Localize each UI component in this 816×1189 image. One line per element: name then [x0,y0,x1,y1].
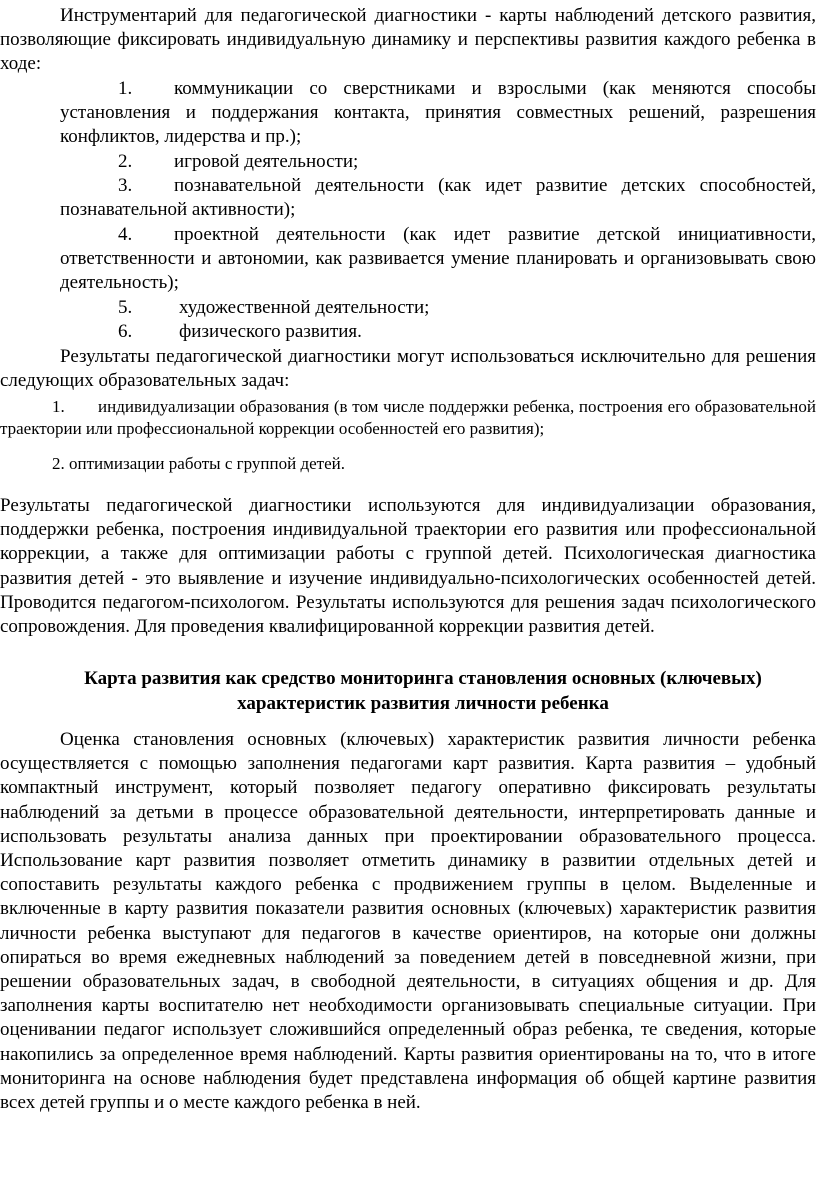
section-heading-line-2: характеристик развития личности ребенка [237,692,609,714]
results-paragraph: Результаты педагогической диагностики используются для индивидуализации образования, поддержки ребенка, построения индивидуальной траектории его развития или профессиональной коррекции, а также для оптимизации работы с группой детей. Психологическая диагностика развития детей - это выявление и изучение индивидуально-психологических особенностей детей. Проводится педагогом-психологом. Результаты используются для решения задач психологического сопровождения. Для проведения квалифицированной коррекции развития детей. [0,495,816,638]
list1-item-2 [60,150,816,174]
list1-item-6-number: 6. [118,321,133,342]
list2-item-2-text: оптимизации работы с группой детей. [69,454,345,473]
list1-item-1-number: 1. [118,78,133,99]
list1-item-2-text: игровой деятельности; [174,151,359,172]
list1-item-5 [60,296,816,320]
list1-item-4 [60,223,816,296]
intro-paragraph: Инструментарий для педагогической диагностики - карты наблюдений детского развития, позволяющие фиксировать индивидуальную динамику и перспективы развития каждого ребенка в ходе: [0,5,816,75]
list1-item-4-number: 4. [118,224,133,245]
list1-item-1-text: коммуникации со сверстниками и взрослыми (как меняются способы установления и поддержания контакта, принятия совместных решений, разрешения конфликтов, лидерства и пр.); [60,78,816,148]
list1-item-3-number: 3. [118,175,133,196]
list1-item-3 [60,174,816,222]
results-intro-paragraph: Результаты педагогической диагностики могут использоваться исключительно для решения следующих образовательных задач: [0,346,816,392]
list1-item-6-text: физического развития. [179,321,362,342]
list1-item-2-number: 2. [118,151,133,172]
list1-item-5-text: художественной деятельности; [179,297,430,318]
section-heading-line-1: Карта развития как средство мониторинга становления основных (ключевых) [84,668,762,689]
list1-item-3-text: познавательной деятельности (как идет развитие детских способностей, познавательной активности); [60,175,816,221]
list2-item-2-number: 2. [52,454,65,473]
list2-item-1 [0,396,816,440]
section-heading [30,667,816,716]
list2-item-1-number: 1. [52,397,65,416]
list2-item-2 [52,453,816,475]
list1-item-1 [60,77,816,150]
list1-item-4-text: проектной деятельности (как идет развитие детской инициативности, ответственности и автономии, как развивается умение планировать и организовывать свою деятельность); [60,224,816,294]
list1-item-6 [60,320,816,344]
development-map-paragraph: Оценка становления основных (ключевых) характеристик развития личности ребенка осуществляется с помощью заполнения педагогами карт развития. Карта развития – удобный компактный инструмент, который позволяет педагогу оперативно фиксировать результаты наблюдений за детьми в процессе образовательной деятельности, интерпретировать данные и использовать результаты анализа данных при проектировании образовательного процесса. Использование карт развития позволяет отметить динамику в развитии отдельных детей и сопоставить результаты каждого ребенка с продвижением группы в целом. Выделенные и включенные в карту развития показатели развития основных (ключевых) характеристик развития личности ребенка выступают для педагогов в качестве ориентиров, на которые они должны опираться во время ежедневных наблюдений за поведением детей в повседневной жизни, при решении образовательных задач, в свободной деятельности, в ситуациях общения и др. Для заполнения карты воспитателю нет необходимости организовывать специальные ситуации. При оценивании педагог использует сложившийся определенный образ ребенка, те сведения, которые накопились за определенное время наблюдений. Карты развития ориентированы на то, что в итоге мониторинга на основе наблюдения будет представлена информация об общей картине развития всех детей группы и о месте каждого ребенка в ней. [0,729,816,1114]
list2-item-1-text: индивидуализации образования (в том числе поддержки ребенка, построения его образовательной траектории или профессиональной коррекции особенностей его развития); [0,397,816,438]
list1-item-5-number: 5. [118,297,133,318]
